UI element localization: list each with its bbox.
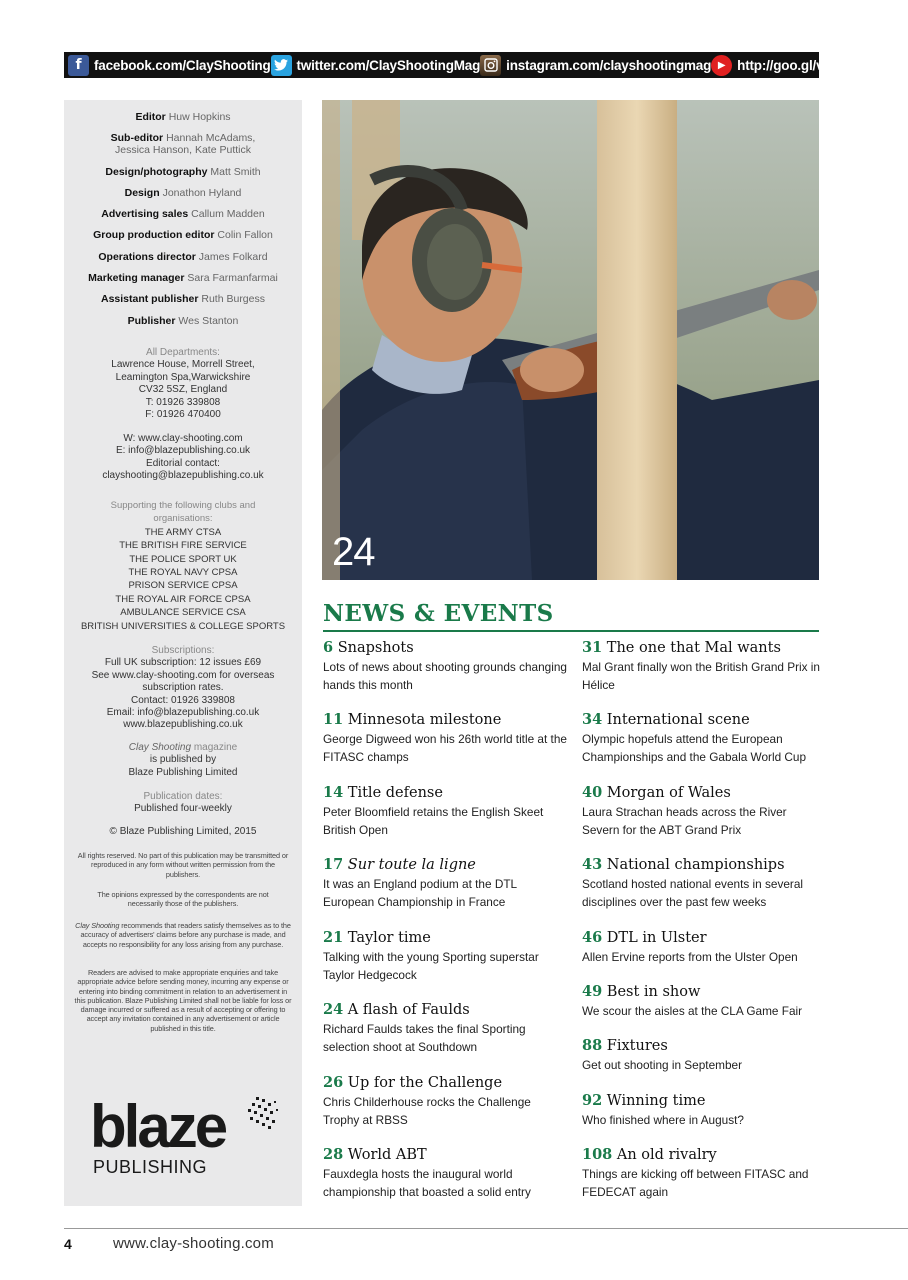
article-heading: Morgan of Wales [606, 785, 731, 801]
staff-row [64, 272, 302, 284]
staff-row [64, 229, 302, 241]
article-item[interactable] [582, 929, 822, 966]
article-description: Peter Bloomfield retains the English Skeet British Open [323, 805, 544, 838]
article-item[interactable] [323, 856, 568, 912]
logo-word: blaze [90, 1093, 226, 1160]
staff-name: Hannah McAdams, Jessica Hanson, Kate Puttick [115, 132, 256, 157]
staff-name: Sara Farmanfarmai [187, 272, 278, 285]
subscription-line: Email: info@blazepublishing.co.uk [106, 707, 260, 719]
article-item[interactable] [323, 1001, 568, 1057]
article-description: Things are kicking off between FITASC and FEDECAT again [582, 1167, 809, 1200]
staff-role: Advertising sales [101, 208, 189, 221]
article-description: Mal Grant finally won the British Grand Prix in Hélice [582, 660, 820, 693]
article-heading: National championships [606, 857, 785, 873]
article-page-number: 108 [582, 1146, 613, 1163]
article-title [582, 1146, 822, 1164]
article-heading: Best in show [606, 984, 701, 1000]
staff-row [64, 187, 302, 199]
article-description: Lots of news about shooting grounds changing hands this month [323, 660, 567, 693]
staff-role: Publisher [127, 314, 176, 327]
subscriptions-block [68, 645, 298, 732]
address-line: Lawrence House, Morrell Street, [111, 359, 255, 371]
article-title [582, 983, 822, 1001]
facebook-link[interactable] [68, 55, 271, 76]
article-title [323, 711, 568, 729]
staff-name: James Folkard [198, 250, 268, 263]
staff-row [64, 208, 302, 220]
article-item[interactable] [582, 784, 822, 840]
club-item: THE ARMY CTSA [144, 526, 222, 538]
article-description: Laura Strachan heads across the River Severn for the ABT Grand Prix [582, 805, 787, 838]
article-item[interactable] [323, 639, 568, 695]
published-by-line: is published by [149, 754, 217, 766]
staff-role: Marketing manager [88, 272, 185, 285]
masthead-sidebar [64, 100, 302, 1206]
article-item[interactable] [582, 1037, 822, 1074]
staff-role: Assistant publisher [101, 293, 199, 306]
website[interactable]: W: www.clay-shooting.com [123, 433, 243, 444]
club-item: THE POLICE SPORT UK [129, 553, 237, 565]
article-page-number: 26 [323, 1074, 344, 1091]
subscription-line: www.blazepublishing.co.uk [123, 719, 243, 731]
fine-print-advised: Readers are advised to make appropriate enquiries and take appropriate advice before sending money, incurring any expense or entering into binding commitment in relation to an advertisement in this publication. Blaze Publishing Limited shall not be liable for loss or damage incurred or suffered as a result of accepting or offering to accept any invitation contained in any advertisement or article published in this title. [74, 968, 292, 1033]
article-title [582, 784, 822, 802]
supporting-block [68, 499, 298, 633]
article-title [323, 784, 568, 802]
staff-role: Design [124, 186, 160, 199]
youtube-icon: ▶ [711, 55, 732, 76]
article-title [582, 711, 822, 729]
subscriptions-label: Subscriptions: [151, 645, 215, 656]
staff-name: Huw Hopkins [168, 111, 231, 123]
hero-photo [322, 100, 819, 580]
article-page-number: 88 [582, 1037, 603, 1054]
instagram-icon [480, 55, 501, 76]
article-description: Richard Faulds takes the final Sporting selection shoot at Southdown [323, 1022, 526, 1055]
instagram-link[interactable] [480, 55, 711, 76]
article-page-number: 46 [582, 929, 603, 946]
social-bar [64, 52, 866, 78]
club-item: AMBULANCE SERVICE CSA [120, 607, 246, 619]
footer-url[interactable]: www.clay-shooting.com [113, 1235, 274, 1252]
article-heading: Minnesota milestone [347, 712, 502, 728]
staff-list [64, 111, 302, 336]
article-heading: World ABT [347, 1147, 427, 1163]
article-page-number: 92 [582, 1092, 603, 1109]
twitter-link[interactable] [271, 55, 481, 76]
hero-page-number: 24 [332, 530, 375, 574]
article-heading: Fixtures [606, 1038, 668, 1054]
article-title [323, 1146, 568, 1164]
article-title [323, 639, 568, 657]
article-description: Allen Ervine reports from the Ulster Open [582, 950, 798, 964]
staff-row [64, 251, 302, 263]
article-description: Fauxdegla hosts the inaugural world championship that boasted a solid entry [323, 1167, 531, 1200]
article-description: Get out shooting in September [582, 1058, 743, 1072]
article-page-number: 40 [582, 784, 603, 801]
publication-label: Publication dates: [143, 791, 223, 802]
article-heading: The one that Mal wants [606, 640, 781, 656]
article-page-number: 24 [323, 1001, 344, 1018]
article-page-number: 49 [582, 983, 603, 1000]
article-heading: Winning time [606, 1093, 706, 1109]
article-title [323, 1001, 568, 1019]
article-description: Olympic hopefuls attend the European Championships and the Gabala World Cup [582, 732, 807, 765]
article-item[interactable] [582, 1092, 822, 1129]
instagram-url: instagram.com/clayshootingmag [506, 57, 712, 73]
staff-name: Ruth Burgess [201, 293, 265, 306]
twitter-icon [271, 55, 292, 76]
article-page-number: 28 [323, 1146, 344, 1163]
article-item[interactable] [323, 929, 568, 985]
article-page-number: 43 [582, 856, 603, 873]
address-line: F: 01926 470400 [145, 409, 221, 421]
article-description: Scotland hosted national events in several disciplines over the past few weeks [582, 877, 804, 910]
article-page-number: 14 [323, 784, 344, 801]
article-heading: Title defense [347, 785, 443, 801]
staff-role: Group production editor [93, 229, 215, 242]
article-page-number: 34 [582, 711, 603, 728]
address-line: CV32 5SZ, England [138, 384, 228, 396]
article-heading: Taylor time [347, 930, 431, 946]
article-heading: Up for the Challenge [347, 1075, 503, 1091]
subscription-line: Contact: 01926 339808 [131, 694, 235, 706]
club-item: BRITISH UNIVERSITIES & COLLEGE SPORTS [80, 620, 286, 632]
article-description: George Digweed won his 26th world title at the FITASC champs [323, 732, 567, 765]
fine-print-recommend-text: recommends that readers satisfy themselves as to the accuracy of advertisers' claims before any purchase is made, and accepts no responsibility for any loss arising from any purchase. [80, 921, 291, 949]
section-divider [323, 630, 819, 632]
article-title [582, 639, 822, 657]
article-heading: A flash of Faulds [347, 1002, 470, 1018]
article-description: We scour the aisles at the CLA Game Fair [582, 1004, 803, 1018]
section-title: NEWS & EVENTS [323, 600, 554, 627]
article-heading: DTL in Ulster [606, 930, 707, 946]
article-item[interactable] [582, 1146, 822, 1202]
publisher-name: Blaze Publishing Limited [128, 766, 238, 778]
shooter-illustration [322, 100, 819, 580]
staff-role: Sub-editor [110, 132, 164, 145]
staff-row [64, 132, 302, 156]
article-heading: Snapshots [337, 640, 414, 656]
article-title [582, 1092, 822, 1110]
article-item[interactable] [582, 983, 822, 1020]
publication-dates [68, 791, 298, 816]
staff-row [64, 315, 302, 327]
subscription-line: Full UK subscription: 12 issues £69 [104, 657, 262, 669]
staff-role: Editor [135, 111, 166, 123]
article-description: Talking with the young Sporting superstar Taylor Hedgecock [323, 950, 539, 983]
published-by-block [68, 742, 298, 779]
staff-role: Design/photography [105, 165, 208, 178]
facebook-icon: f [68, 55, 89, 76]
article-page-number: 31 [582, 639, 603, 656]
article-heading: An old rivalry [616, 1147, 717, 1163]
article-page-number: 6 [323, 639, 334, 656]
fine-print-magazine: Clay Shooting [75, 921, 120, 930]
editorial-email[interactable]: clayshooting@blazepublishing.co.uk [102, 470, 264, 482]
blaze-logo [90, 1095, 290, 1185]
article-item[interactable] [323, 1146, 568, 1202]
club-item: THE ROYAL NAVY CPSA [128, 567, 238, 579]
article-description: Who finished where in August? [582, 1113, 744, 1127]
article-item[interactable] [582, 639, 822, 695]
editorial-label: Editorial contact: [146, 457, 220, 469]
fine-print-opinions: The opinions expressed by the correspondents are not necessarily those of the publishers. [97, 890, 269, 909]
club-item: THE ROYAL AIR FORCE CPSA [115, 593, 251, 605]
subscription-line: subscription rates. [142, 682, 224, 694]
address-label: All Departments: [146, 347, 220, 358]
address-line: T: 01926 339808 [145, 396, 221, 408]
article-title [323, 1074, 568, 1092]
article-title [582, 929, 822, 947]
magazine-suffix: magazine [191, 742, 238, 753]
contact-block [68, 433, 298, 483]
article-page-number: 21 [323, 929, 344, 946]
staff-row [64, 111, 302, 123]
footer-divider [64, 1228, 908, 1229]
article-description: Chris Childerhouse rocks the Challenge Trophy at RBSS [323, 1095, 531, 1128]
article-item[interactable] [323, 1074, 568, 1130]
article-item[interactable] [323, 784, 568, 840]
staff-row [64, 293, 302, 305]
subscription-line: See www.clay-shooting.com for overseas [91, 669, 275, 681]
page-number: 4 [64, 1236, 72, 1252]
staff-role: Operations director [98, 250, 196, 263]
twitter-url: twitter.com/ClayShootingMag [296, 57, 481, 73]
article-page-number: 17 [323, 856, 344, 873]
staff-name: Callum Madden [191, 208, 265, 221]
facebook-url: facebook.com/ClayShooting [94, 57, 271, 73]
youtube-url: http://goo.gl/vxKYKJ [737, 57, 866, 73]
article-title [323, 929, 568, 947]
club-item: PRISON SERVICE CPSA [128, 580, 238, 592]
article-heading: Sur toute la ligne [347, 857, 476, 873]
publication-value: Published four-weekly [134, 803, 232, 815]
staff-row [64, 166, 302, 178]
article-item[interactable] [582, 711, 822, 767]
logo-subtitle: PUBLISHING [93, 1157, 208, 1177]
article-title [582, 1037, 822, 1055]
logo-dots-icon [230, 1095, 280, 1145]
article-description: It was an England podium at the DTL European Championship in France [323, 877, 517, 910]
supporting-label: Supporting the following clubs and organisations: [110, 500, 256, 525]
article-item[interactable] [323, 711, 568, 767]
address-block [68, 347, 298, 421]
magazine-name: Clay Shooting [128, 742, 192, 753]
article-title [323, 856, 568, 874]
article-item[interactable] [582, 856, 822, 912]
youtube-link[interactable] [711, 55, 866, 76]
staff-name: Jonathon Hyland [162, 186, 242, 199]
article-page-number: 11 [323, 711, 344, 728]
article-title [582, 856, 822, 874]
staff-name: Wes Stanton [178, 314, 239, 327]
article-heading: International scene [606, 712, 750, 728]
staff-name: Colin Fallon [217, 229, 273, 242]
fine-print-recommend [74, 921, 292, 949]
staff-name: Matt Smith [210, 165, 261, 178]
email[interactable]: E: info@blazepublishing.co.uk [115, 445, 251, 457]
club-item: THE BRITISH FIRE SERVICE [119, 540, 247, 552]
address-line: Leamington Spa,Warwickshire [115, 371, 251, 383]
fine-print-rights: All rights reserved. No part of this publication may be transmitted or reproduced in any form without written permission from the publishers. [77, 851, 289, 879]
copyright: © Blaze Publishing Limited, 2015 [109, 826, 257, 837]
